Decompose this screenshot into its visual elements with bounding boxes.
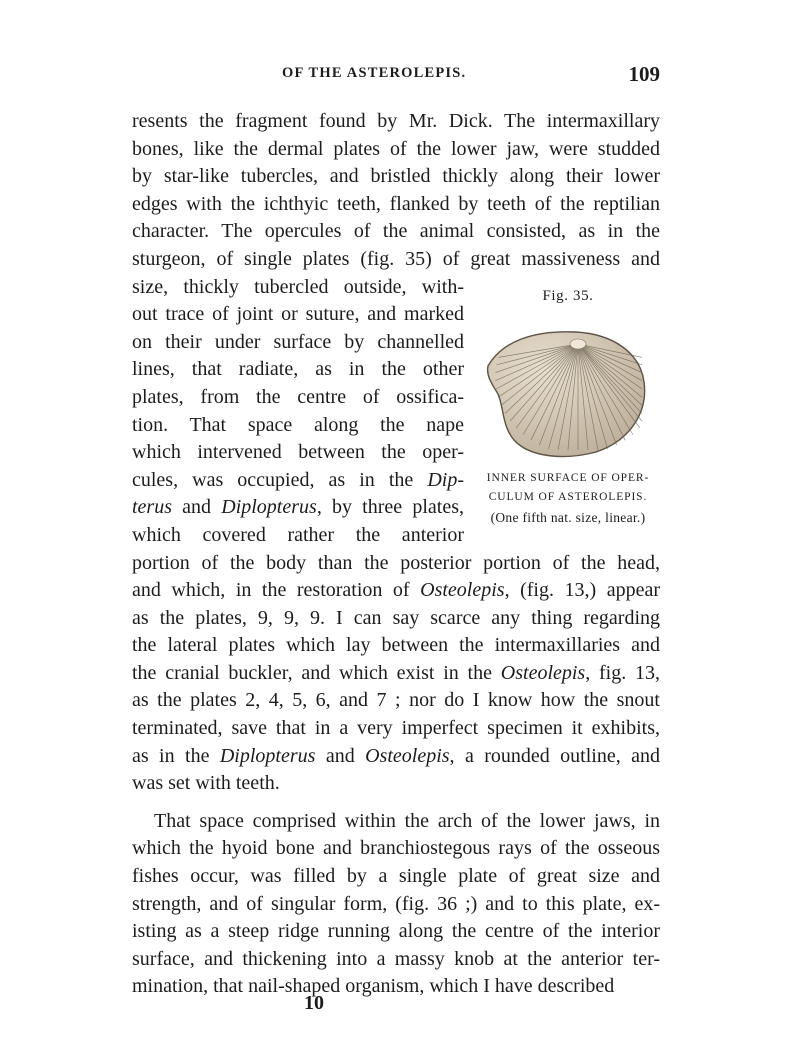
text-line: as in the Diplopterus and Osteolepis, a rounded outline, and: [132, 744, 660, 767]
text-line: the cranial buckler, and which exist in the Osteolepis, fig. 13,: [132, 661, 660, 684]
italic-term: Osteolepis: [420, 579, 505, 602]
text-line: resents the fragment found by Mr. Dick. The intermaxillary: [132, 110, 660, 132]
text-line: which intervened between the oper-: [132, 441, 464, 464]
text-line: which the hyoid bone and branchiostegous rays of the osseous: [132, 837, 660, 860]
italic-term: terus: [132, 496, 172, 519]
italic-term: Diplopterus: [221, 496, 317, 519]
text-line: by star-like tubercles, and bristled thickly along their lower: [132, 165, 660, 188]
text-line: on their under surface by channelled: [132, 330, 464, 353]
text-line: tion. That space along the nape: [132, 413, 464, 436]
text-line: which covered rather the anterior: [132, 523, 464, 546]
italic-term: Dip-: [427, 468, 464, 491]
text-line: the lateral plates which lay between the intermaxillaries and: [132, 634, 660, 657]
text-line: character. The opercules of the animal consisted, as in the: [132, 220, 660, 243]
signature-mark: 10: [304, 992, 324, 1014]
page-number: 109: [628, 62, 660, 86]
text-line: fishes occur, was filled by a single plate of great size and: [132, 865, 660, 888]
figure-35: [468, 282, 668, 552]
running-header: [132, 62, 660, 88]
text-line: terus and Diplopterus, by three plates,: [132, 496, 464, 519]
text-line: bones, like the dermal plates of the lower jaw, were studded: [132, 137, 660, 160]
text-line: surface, and thickening into a massy knob at the anterior ter-: [132, 947, 660, 970]
text-line: lines, that radiate, as in the other: [132, 358, 464, 381]
text-line: cules, was occupied, as in the Dip-: [132, 468, 464, 491]
ossification-centre: [570, 339, 586, 349]
paragraph-gap: [132, 798, 660, 808]
text-line: strength, and of singular form, (fig. 36 ;) and to this plate, ex-: [132, 892, 660, 915]
text-line: edges with the ichthyic teeth, flanked by teeth of the reptilian: [132, 192, 660, 215]
figure-label: Fig. 35.: [542, 288, 594, 304]
text-line: That space comprised within the arch of the lower jaws, in: [154, 809, 660, 832]
figure-caption-line-2: CULUM OF ASTEROLEPIS.: [488, 491, 648, 503]
body-text: [132, 108, 660, 1001]
text-line: sturgeon, of single plates (fig. 35) of great massiveness and: [132, 247, 660, 270]
italic-term: Diplopterus: [219, 744, 316, 767]
running-title: OF THE ASTEROLEPIS.: [282, 65, 467, 81]
text-line: size, thickly tubercled outside, with-: [132, 275, 464, 298]
figure-caption-line-1: INNER SURFACE OF OPER-: [486, 472, 650, 484]
text-line: was set with teeth.: [132, 772, 280, 795]
text-line: terminated, save that in a very imperfect specimen it exhibits,: [132, 717, 660, 740]
text-line: and which, in the restoration of Osteolepis, (fig. 13,) appear: [132, 579, 661, 602]
operculum-illustration: [480, 322, 656, 462]
italic-term: Osteolepis: [365, 744, 450, 767]
figure-caption-line-3: (One fifth nat. size, linear.): [490, 510, 646, 525]
text-line: mination, that nail-shaped organism, which I have described: [132, 975, 615, 998]
text-line: as the plates 2, 4, 5, 6, and 7 ; nor do I know how the snout: [132, 689, 660, 712]
text-line: plates, from the centre of ossifica-: [132, 385, 464, 408]
text-line: out trace of joint or suture, and marked: [132, 303, 464, 326]
text-line: isting as a steep ridge running along the centre of the interior: [132, 920, 660, 943]
text-line: as the plates, 9, 9, 9. I can say scarce any thing regarding: [132, 606, 660, 629]
italic-term: Osteolepis: [500, 661, 586, 684]
text-line: portion of the body than the posterior portion of the head,: [132, 551, 660, 574]
